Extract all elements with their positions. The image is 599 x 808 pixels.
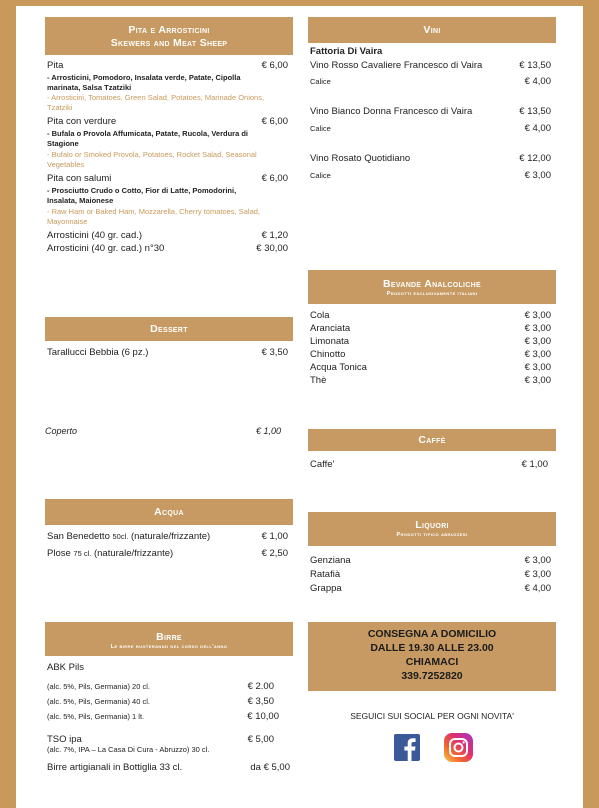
water-detail: (naturale/frizzante) [130, 531, 211, 542]
menu-item-price: € 3,00 [524, 555, 551, 566]
menu-item-price: € 3,00 [524, 362, 551, 373]
social-text: SEGUICI SUI SOCIAL PER OGNI NOVITA' [350, 711, 514, 721]
menu-item-price: € 1,00 [261, 531, 288, 542]
menu-item-price: € 10,00 [247, 711, 279, 722]
water-brand: San Benedetto [47, 531, 110, 542]
facebook-icon[interactable] [394, 734, 420, 761]
pita-section-subtitle: Skewers and Meat Sheep [110, 37, 228, 49]
beer-size: (alc. 5%, Pils, Germania) 1 lt. [47, 712, 145, 721]
vini-section-header [308, 17, 556, 43]
bevande-section-title: Bevande Analcoliche [383, 278, 481, 290]
bevande-section-header [308, 270, 556, 304]
liquori-section-title: Liquori [415, 519, 449, 531]
menu-item-name: Pita con salumi [47, 173, 112, 184]
menu-item-name: Pita [47, 60, 64, 71]
water-brand: Plose [47, 548, 71, 559]
wine-producer: Fattoria Di Vaira [310, 46, 383, 57]
menu-item-name: Chinotto [310, 349, 346, 360]
caffe-section-header [308, 429, 556, 451]
menu-item-description-en: - Arrosticini, Tomatoes, Green Salad, Potatoes, Marinade Onions, Tzatziki [47, 93, 265, 112]
menu-item-description: - Bufala o Provola Affumicata, Patate, Rucola, Verdura di Stagione [47, 129, 249, 148]
menu-item-name: Limonata [310, 336, 350, 347]
delivery-box [308, 622, 556, 691]
birre-section-title: Birre [156, 631, 182, 643]
calice-price: € 3,00 [524, 170, 551, 181]
menu-item-name: Aranciata [310, 323, 351, 334]
menu-item-price: € 1,20 [261, 230, 288, 241]
coperto-label: Coperto [45, 426, 78, 436]
water-size: 75 cl. [73, 549, 92, 558]
menu-item-description: - Prosciutto Crudo o Cotto, Fior di Latte, Pomodorini, Insalata, Maionese [47, 186, 237, 205]
vini-section-title: Vini [423, 24, 441, 36]
menu-item-price: € 13,50 [519, 60, 551, 71]
menu-item-name: Caffe' [310, 459, 335, 470]
beer-size: (alc. 5%, Pils, Germania) 40 cl. [47, 697, 150, 706]
calice-price: € 4,00 [524, 123, 551, 134]
menu-item-name: Pita con verdure [47, 116, 117, 127]
water-size: 50cl. [112, 532, 129, 541]
coperto-price: € 1,00 [256, 426, 282, 436]
caffe-section-title: Caffè [418, 434, 446, 446]
bevande-section-subtitle: Prodotti esclusivamente italiani [386, 291, 478, 297]
menu-item-name: Cola [310, 310, 330, 321]
menu-item-description-en: - Bufalo or Smoked Provola, Potatoes, Rocket Salad, Seasonal Vegetables [47, 150, 257, 169]
calice-label: Calice [310, 171, 331, 180]
menu-item-price: € 2,50 [261, 548, 288, 559]
menu-item-name: Genziana [310, 555, 351, 566]
menu-item-name: Thè [310, 375, 327, 386]
menu-item-price: € 6,00 [261, 60, 288, 71]
menu-item-description: - Arrosticini, Pomodoro, Insalata verde, Patate, Cipolla marinata, Salsa Tzatziki [47, 73, 241, 92]
menu-item-name: TSO ipa [47, 734, 82, 745]
menu-item-price: € 30,00 [256, 243, 288, 254]
pita-section-header [45, 17, 293, 55]
birre-section-subtitle: Le birre ruoteranno nel corso dell'anno [110, 644, 228, 650]
menu-item-price: € 3,00 [524, 375, 551, 386]
menu-item-price: € 12,00 [519, 153, 551, 164]
water-detail: (naturale/frizzante) [93, 548, 174, 559]
menu-item-price: € 3,50 [247, 696, 274, 707]
delivery-phone[interactable]: 339.7252820 [401, 670, 463, 682]
beer-size: (alc. 5%, Pils, Germania) 20 cl. [47, 682, 150, 691]
menu-item-price: € 4,00 [524, 583, 551, 594]
menu-page [16, 6, 583, 808]
menu-item-name: Ratafià [310, 569, 341, 580]
menu-item-price: € 5,00 [247, 734, 274, 745]
pita-section-title: Pita e Arrosticini [128, 24, 210, 36]
dessert-section-header [45, 317, 293, 341]
menu-item-name: Acqua Tonica [310, 362, 367, 373]
menu-item-price: da € 5,00 [250, 762, 290, 773]
acqua-section-title: Acqua [154, 506, 184, 518]
menu-item-name: Arrosticini (40 gr. cad.) [47, 230, 143, 241]
beer-detail: (alc. 7%, IPA – La Casa Di Cura - Abruzzo) 30 cl. [47, 745, 210, 754]
menu-item-price: € 13,50 [519, 106, 551, 117]
menu-item-price: € 1,00 [521, 459, 548, 470]
birre-section-header [45, 622, 293, 656]
calice-label: Calice [310, 77, 331, 86]
liquori-section-subtitle: Prodotti tipico abruzzesi [396, 532, 468, 538]
menu-item-price: € 6,00 [261, 116, 288, 127]
menu-item-name: Tarallucci Bebbia (6 pz.) [47, 347, 149, 358]
instagram-icon[interactable] [444, 733, 473, 762]
menu-item-price: € 3,00 [524, 310, 551, 321]
menu-item-name [47, 548, 173, 560]
menu-item-price: € 3,00 [524, 349, 551, 360]
calice-label: Calice [310, 124, 331, 133]
menu-item-name: Vino Rosso Cavaliere Francesco di Vaira [310, 60, 483, 71]
calice-price: € 4,00 [524, 76, 551, 87]
menu-item-price: € 2.00 [247, 681, 274, 692]
menu-item-name [47, 531, 210, 543]
menu-item-name: Vino Bianco Donna Francesco di Vaira [310, 106, 473, 117]
liquori-section-header [308, 512, 556, 546]
menu-item-price: € 3,00 [524, 569, 551, 580]
menu-item-price: € 3,00 [524, 323, 551, 334]
menu-item-name: Grappa [310, 583, 342, 594]
menu-item-name: ABK Pils [47, 662, 84, 673]
menu-item-price: € 3,50 [261, 347, 288, 358]
menu-item-price: € 3,00 [524, 336, 551, 347]
menu-item-name: Arrosticini (40 gr. cad.) n°30 [47, 243, 165, 254]
delivery-hours: DALLE 19.30 ALLE 23.00 [370, 642, 494, 654]
delivery-call-label: CHIAMACI [405, 656, 459, 668]
dessert-section-title: Dessert [150, 323, 188, 335]
menu-item-name: Birre artigianali in Bottiglia 33 cl. [47, 762, 183, 773]
menu-item-name: Vino Rosato Quotidiano [310, 153, 411, 164]
delivery-title: CONSEGNA A DOMICILIO [367, 628, 497, 640]
menu-item-description-en: - Raw Ham or Baked Ham, Mozzarella, Cherry tomatoes, Salad, Mayonnaise [47, 207, 260, 226]
menu-item-price: € 6,00 [261, 173, 288, 184]
acqua-section-header [45, 499, 293, 525]
